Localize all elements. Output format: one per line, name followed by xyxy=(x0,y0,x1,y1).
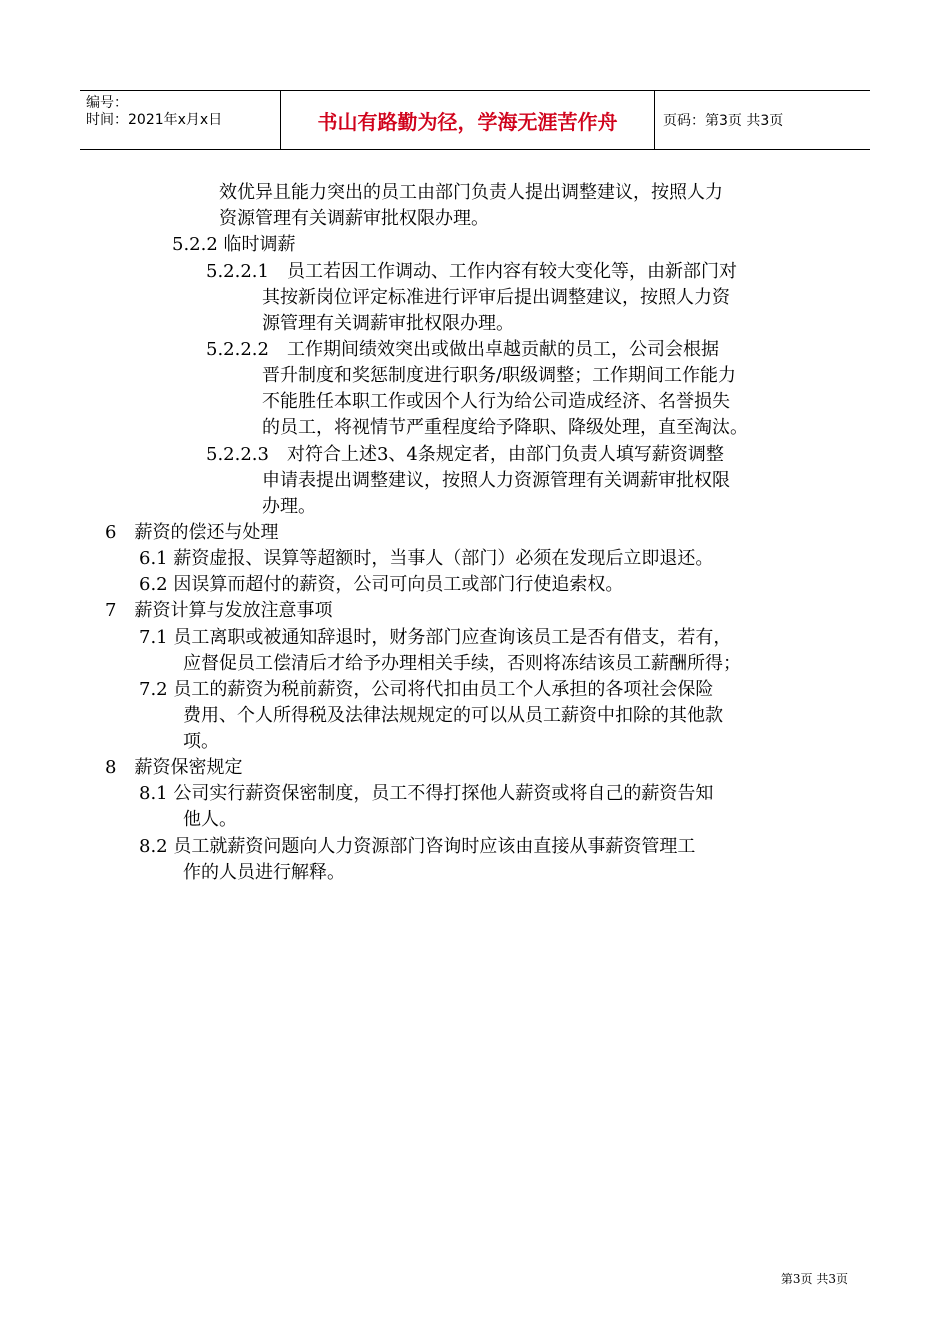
body-line: 7.2 员工的薪资为税前薪资，公司将代扣由员工个人承担的各项社会保险 xyxy=(139,679,714,700)
document-date: 时间：2021年x月x日 xyxy=(86,112,223,128)
header-motto: 书山有路勤为径，学海无涯苦作舟 xyxy=(281,91,655,149)
section-heading-8: 8 薪资保密规定 xyxy=(105,757,243,778)
body-line: 5.2.2.2 工作期间绩效突出或做出卓越贡献的员工，公司会根据 xyxy=(206,339,719,360)
body-line: 6.2 因误算而超付的薪资，公司可向员工或部门行使追索权。 xyxy=(139,574,624,595)
section-heading-7: 7 薪资计算与发放注意事项 xyxy=(105,600,333,621)
body-line: 不能胜任本职工作或因个人行为给公司造成经济、名誉损失 xyxy=(262,391,730,412)
body-line: 晋升制度和奖惩制度进行职务/职级调整；工作期间工作能力 xyxy=(262,365,737,386)
body-line: 效优异且能力突出的员工由部门负责人提出调整建议，按照人力 xyxy=(219,182,723,203)
body-line: 8.2 员工就薪资问题向人力资源部门咨询时应该由直接从事薪资管理工 xyxy=(139,836,696,857)
body-line: 项。 xyxy=(183,731,219,752)
section-heading-6: 6 薪资的偿还与处理 xyxy=(105,522,279,543)
document-number-label: 编号： xyxy=(86,95,128,111)
body-line: 资源管理有关调薪审批权限办理。 xyxy=(219,208,489,229)
body-line: 他人。 xyxy=(183,809,237,830)
section-heading-5-2-2: 5.2.2 临时调薪 xyxy=(172,234,296,255)
body-line: 费用、个人所得税及法律法规规定的可以从员工薪资中扣除的其他款 xyxy=(183,705,723,726)
body-line: 6.1 薪资虚报、误算等超额时，当事人（部门）必须在发现后立即退还。 xyxy=(139,548,714,569)
body-line: 其按新岗位评定标准进行评审后提出调整建议，按照人力资 xyxy=(262,287,730,308)
page-footer: 第3页 共3页 xyxy=(780,1272,848,1286)
header-page-number: 页码：第3页 共3页 xyxy=(663,113,784,129)
body-line: 7.1 员工离职或被通知辞退时，财务部门应查询该员工是否有借支，若有， xyxy=(139,627,732,648)
page-header xyxy=(80,90,870,150)
body-line: 作的人员进行解释。 xyxy=(183,862,345,883)
body-line: 应督促员工偿清后才给予办理相关手续，否则将冻结该员工薪酬所得； xyxy=(183,653,741,674)
body-line: 5.2.2.3 对符合上述3、4条规定者，由部门负责人填写薪资调整 xyxy=(206,444,724,465)
body-line: 源管理有关调薪审批权限办理。 xyxy=(262,313,514,334)
body-line: 8.1 公司实行薪资保密制度，员工不得打探他人薪资或将自己的薪资告知 xyxy=(139,783,714,804)
body-line: 5.2.2.1 员工若因工作调动、工作内容有较大变化等，由新部门对 xyxy=(206,261,737,282)
body-line: 申请表提出调整建议，按照人力资源管理有关调薪审批权限 xyxy=(262,470,730,491)
body-line: 的员工，将视情节严重程度给予降职、降级处理，直至淘汰。 xyxy=(262,417,748,438)
body-line: 办理。 xyxy=(262,496,316,517)
header-meta xyxy=(80,91,281,149)
